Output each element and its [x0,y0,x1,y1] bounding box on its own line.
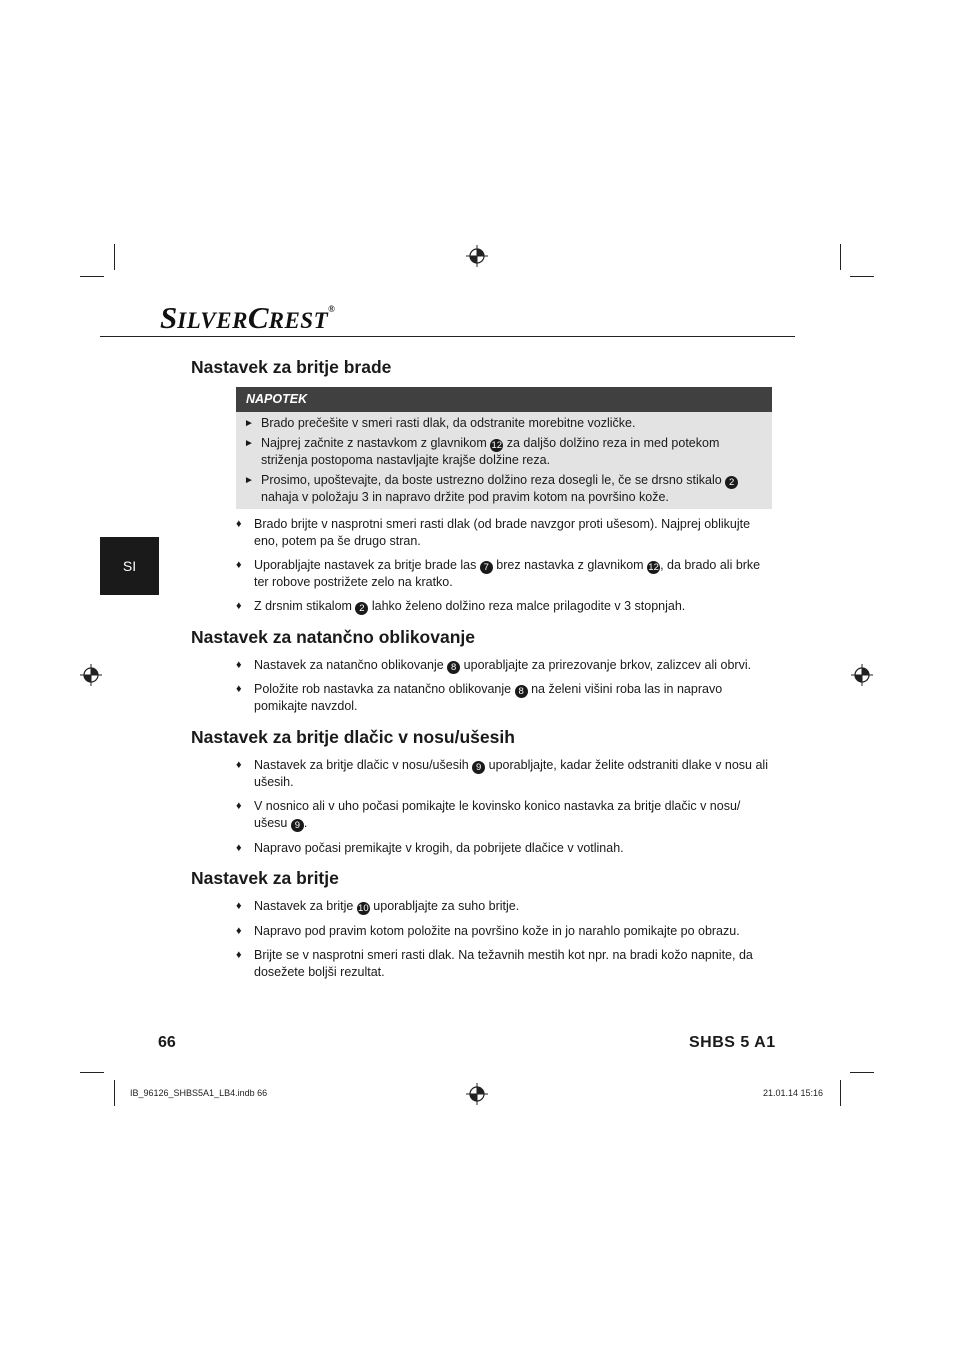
part-number-badge: 10 [358,903,369,914]
list-text: Brado brijte v nasprotni smeri rasti dlak (od brade navzgor proti ušesom). Najprej oblikujte eno, potem pa še drugo stran. [254,517,751,548]
diamond-bullet-icon: ♦ [236,600,242,612]
list-text [254,757,774,791]
text-run: V nosnico ali v uho počasi pomikajte le kovinsko konico nastavka za britje dlačic v nosu/ ušesu [254,799,741,830]
logo-letter: S [160,300,178,335]
text-run: Najprej začnite z nastavkom z glavnikom [261,436,491,450]
part-number-badge: 2 [355,602,368,615]
registration-mark-icon [466,245,488,267]
arrow-icon: ► [244,418,254,429]
diamond-bullet-icon: ♦ [236,842,242,854]
page-number: 66 [158,1034,176,1051]
part-number-badge: 8 [515,685,528,698]
print-slug-file: IB_96126_SHBS5A1_LB4.indb 66 [130,1088,268,1098]
note-text: Brado prečešite v smeri rasti dlak, da odstranite morebitne vozličke. [261,416,636,430]
text-run: brez nastavka z glavnikom [492,558,648,572]
part-number-badge: 7 [480,561,493,574]
list-text: Napravo pod pravim kotom položite na površino kože in jo narahlo pomikajte po obrazu. [254,924,740,938]
list-text [254,798,774,832]
text-run: . [303,816,308,830]
arrow-icon: ► [244,438,254,449]
language-tab: SI [100,537,159,595]
registration-mark-icon [466,1083,488,1105]
note-text [261,435,766,469]
text-run: na želeni višini roba las in napravo pomikajte navzdol. [254,682,723,713]
text-run: Nastavek za natančno oblikovanje [254,658,448,672]
part-number-badge: 12 [491,440,503,451]
diamond-bullet-icon: ♦ [236,800,242,812]
crop-mark [80,276,104,277]
list-text: Napravo počasi premikajte v krogih, da pobrijete dlačice v votlinah. [254,841,624,855]
list-text [254,898,774,915]
model-name: SHBS 5 A1 [689,1034,776,1051]
section-heading: Nastavek za britje brade [191,357,392,377]
diamond-bullet-icon: ♦ [236,518,242,530]
registration-mark-icon [851,664,873,686]
section-heading: Nastavek za britje [191,868,339,888]
silvercrest-logo [160,302,335,333]
crop-mark [840,1080,841,1106]
text-run: nahaja v položaju 3 in napravo držite pod pravim kotom na površino kože. [261,490,669,504]
registration-mark-icon [80,664,102,686]
text-run: Nastavek za britje [254,899,357,913]
text-run: uporabljajte za prirezovanje brkov, zalizcev ali obrvi. [460,658,752,672]
diamond-bullet-icon: ♦ [236,900,242,912]
section-heading: Nastavek za britje dlačic v nosu/ušesih [191,727,515,747]
print-slug-date: 21.01.14 15:16 [763,1088,824,1098]
crop-mark [114,244,115,270]
part-number-badge: 9 [291,819,304,832]
part-number-badge: 8 [447,661,460,674]
registered-mark: ® [328,304,335,314]
diamond-bullet-icon: ♦ [236,659,242,671]
text-run: , da brado ali brke ter robove postrižete zelo na kratko. [254,558,761,589]
note-text [261,472,766,506]
crop-mark [114,1080,115,1106]
text-run: za daljšo dolžino reza in med potekom striženja postopoma nastavljajte krajše dolžine reza. [261,436,720,467]
text-run: uporabljajte, kadar želite odstraniti dlake v nosu ali ušesih. [254,758,768,789]
section-heading: Nastavek za natančno oblikovanje [191,627,475,647]
text-run: Prosimo, upoštevajte, da boste ustrezno dolžino reza dosegli le, če se drsno stikalo [261,473,726,487]
diamond-bullet-icon: ♦ [236,559,242,571]
crop-mark [850,1072,874,1073]
crop-mark [840,244,841,270]
text-run: Z drsnim stikalom [254,599,356,613]
part-number-badge: 12 [648,562,659,573]
diamond-bullet-icon: ♦ [236,925,242,937]
arrow-icon: ► [244,475,254,486]
text-run: uporabljajte za suho britje. [369,899,520,913]
logo-letter: C [247,300,269,335]
note-title: NAPOTEK [236,387,772,412]
list-text [254,681,774,715]
crop-mark [80,1072,104,1073]
list-text [254,598,774,615]
list-text [254,557,774,591]
list-text [254,657,774,674]
part-number-badge: 2 [725,476,738,489]
header-rule [100,336,795,337]
text-run: Položite rob nastavka za natančno oblikovanje [254,682,515,696]
logo-letters: REST [268,308,329,333]
text-run: Nastavek za britje dlačic v nosu/ušesih [254,758,473,772]
text-run: lahko želeno dolžino reza malce prilagodite v 3 stopnjah. [368,599,686,613]
text-run: Uporabljajte nastavek za britje brade las [254,558,480,572]
diamond-bullet-icon: ♦ [236,949,242,961]
diamond-bullet-icon: ♦ [236,683,242,695]
list-text: Brijte se v nasprotni smeri rasti dlak. Na težavnih mestih kot npr. na bradi kožo napnite, da dosežete boljši rezultat. [254,948,753,979]
logo-letters: ILVER [177,308,248,333]
note-box [236,387,772,509]
part-number-badge: 9 [472,761,485,774]
diamond-bullet-icon: ♦ [236,759,242,771]
crop-mark [850,276,874,277]
